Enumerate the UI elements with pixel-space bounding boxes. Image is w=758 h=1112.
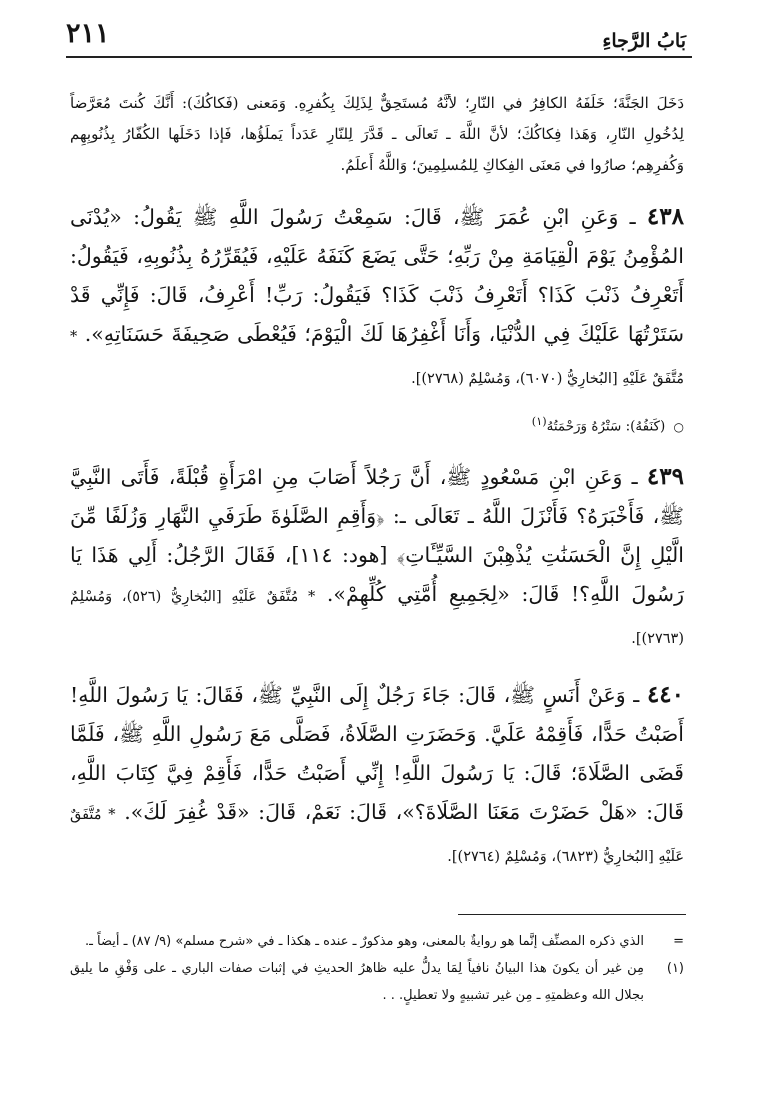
footnote-text: مِن غير أن يكونَ هذا البيانُ نافياً لِمَا يدلُّ عليه ظاهرُ الحديثِ في إثبات صفات الباري ـ على وَفْقِ ما يليق بجلال الله وعظمتِهِ ـ مِن غير تشبيهٍ ولا تعطيلٍ. . .: [70, 961, 644, 1003]
intro-paragraph: دَخَلَ الجَنَّةَ؛ خَلَفَهُ الكافِرُ في النّارِ؛ لأنَّهُ مُستَحِقٌّ لِذَلِكَ بِكُفرِهِ. وَمَعنى (فَكاكُكَ): أَنَّكَ كُنتَ مُعَرَّضاً لِدُخُولِ النّارِ، وَهَذا فِكاكُكَ؛ لأنَّ اللَّهَ ـ تَعالَى ـ قَدَّرَ لِلنّارِ عَدَداً يَملَؤُها، فَإذا دَخَلَها الكُفّارُ بِذُنُوبِهِم وَكُفرِهِم؛ صارُوا في مَعنَى الفِكاكِ لِلمُسلِمِينَ؛ وَاللَّهُ أَعلَمُ.: [70, 94, 684, 174]
footnotes: [70, 928, 684, 1009]
footnote-marker: =: [673, 934, 684, 949]
header-divider: [66, 56, 692, 58]
gloss-note: [70, 408, 684, 441]
footnote-text: الذي ذكره المصنِّف إنَّما هو روايةٌ بالمعنى، وهو مذكورٌ ـ عنده ـ هكذا ـ في «شرح مسلم» (٩/ ٨٧) ـ أيضاً ـ.: [84, 934, 644, 949]
hadith-number: ٤٣٨: [646, 203, 684, 230]
footnote-1: [70, 955, 684, 1009]
hadith-text: ـ وَعَنِ ابْنِ عُمَرَ ﷺ، قَالَ: سَمِعْتُ رَسُولَ اللَّهِ ﷺ يَقُولُ: «يُدْنَى المُؤْمِنُ يَوْمَ الْقِيَامَةِ مِنْ رَبِّهِ؛ حَتَّى يَضَعَ كَنَفَهُ عَلَيْهِ، فَيُقَرِّرُهُ بِذُنُوبِهِ، فَيَقُولُ: أَتَعْرِفُ ذَنْبَ كَذَا؟ أَتَعْرِفُ ذَنْبَ كَذَا؟ فَيَقُولُ: رَبِّ! أَعْرِفُ، قَالَ: فَإِنِّي قَدْ سَتَرْتُهَا عَلَيْكَ فِي الدُّنْيَا، وَأَنَا أَغْفِرُهَا لَكَ الْيَوْمَ؛ فَيُعْطَى صَحِيفَةَ حَسَنَاتِهِ».: [70, 205, 684, 346]
hadith-reference: * مُتَّفَقٌ عَلَيْهِ [البُخارِيُّ (٥٢٦)، وَمُسْلِمٌ (٢٧٦٣)].: [70, 588, 684, 647]
page-number: ٢١١: [66, 18, 110, 49]
hadith-number: ٤٤٠: [646, 680, 684, 708]
hadith-438: [70, 197, 684, 399]
footnote-divider: [458, 914, 686, 915]
hadith-reference: * مُتَّفَقٌ عَلَيْهِ [البُخارِيُّ (٦٨٢٣)، وَمُسْلِمٌ (٢٧٦٤)].: [70, 806, 684, 865]
hadith-reference: * مُتَّفَقٌ عَلَيْهِ [البُخارِيُّ (٦٠٧٠)، وَمُسْلِمٌ (٢٧٦٨)].: [70, 329, 684, 387]
chapter-title: بَابُ الرَّجاءِ: [602, 30, 686, 52]
main-text: [70, 88, 684, 877]
hadith-439: [70, 457, 684, 659]
footnote-ref: (١): [531, 415, 547, 428]
footnote-marker: (١): [666, 961, 684, 976]
hadith-number: ٤٣٩: [646, 462, 684, 490]
page-header: [66, 14, 686, 58]
hadith-text: ـ وَعَنِ ابْنِ مَسْعُودٍ ﷺ، أَنَّ رَجُلاً أَصَابَ مِنِ امْرَأَةٍ قُبْلَةً، فَأَتَى النَّبِيَّ ﷺ، فَأَخْبَرَهُ؟ فَأَنْزَلَ اللَّهُ ـ تَعَالَى ـ: ﴿وَأَقِمِ الصَّلَوٰةَ طَرَفَيِ النَّهَارِ وَزُلَفًا مِّنَ الَّيْلِ إِنَّ الْحَسَنَٰتِ يُذْهِبْنَ السَّيِّـَٔاتِ﴾ [هود: ١١٤]، فَقَالَ الرَّجُلُ: أَلِي هَذَا يَا رَسُولَ اللَّهِ؟! قَالَ: «لِجَمِيعِ أُمَّتِي كُلِّهِمْ».: [70, 464, 684, 606]
circle-icon: ○: [673, 419, 684, 434]
hadith-text: ـ وَعَنْ أَنَسٍ ﷺ، قَالَ: جَاءَ رَجُلٌ إِلَى النَّبِيِّ ﷺ، فَقَالَ: يَا رَسُولَ اللَّهِ! أَصَبْتُ حَدًّا، فَأَقِمْهُ عَلَيَّ. وَحَضَرَتِ الصَّلَاةُ، فَصَلَّى مَعَ رَسُولِ اللَّهِ ﷺ، فَلَمَّا قَضَى الصَّلَاةَ؛ قَالَ: يَا رَسُولَ اللَّهِ! إِنِّي أَصَبْتُ حَدًّا، فَأَقِمْ فِيَّ كِتَابَ اللَّهِ، قَالَ: «هَلْ حَضَرْتَ مَعَنَا الصَّلَاةَ؟»، قَالَ: نَعَمْ، قَالَ: «قَدْ غُفِرَ لَكَ».: [70, 682, 684, 824]
footnote-continued: [70, 928, 684, 955]
gloss-text: (كَنَفُهُ): سَتْرُهُ وَرَحْمَتُهُ: [546, 418, 666, 435]
hadith-440: [70, 675, 684, 877]
